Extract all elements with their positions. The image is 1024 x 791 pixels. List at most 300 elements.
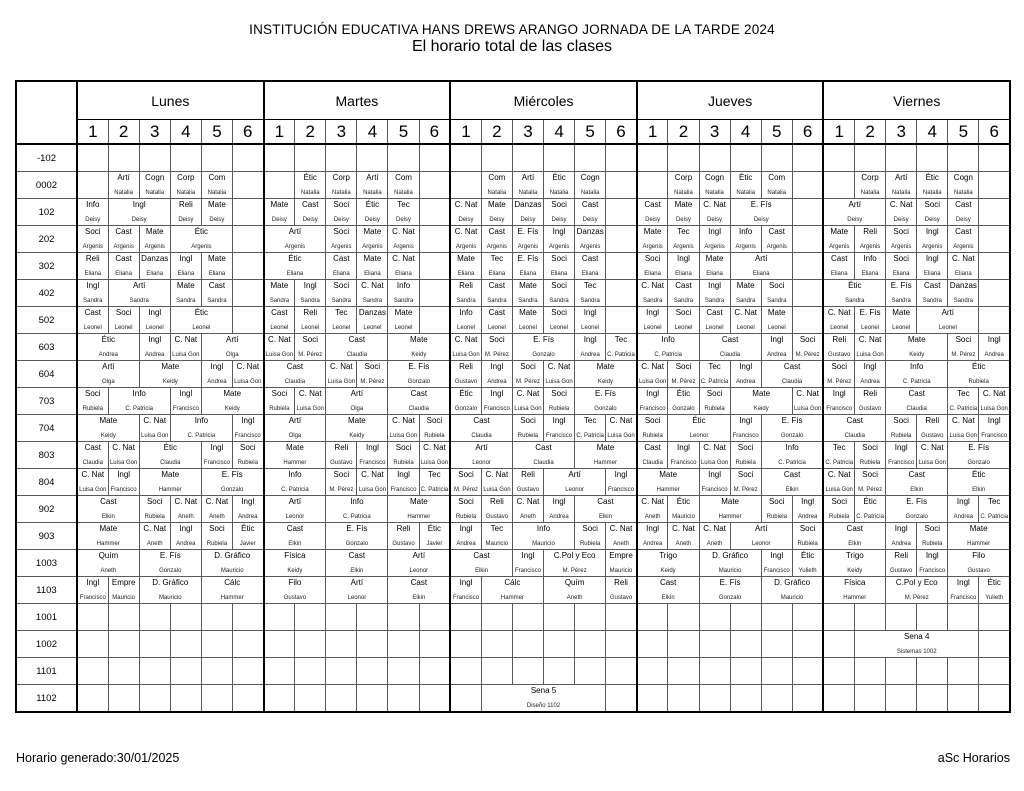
empty-cell — [730, 144, 761, 172]
teacher-label: Elkin — [350, 568, 364, 574]
empty-cell — [357, 144, 388, 172]
subject-label: Cast — [955, 227, 972, 236]
teacher-label: Leonel — [394, 325, 413, 331]
subject-label: Artí — [366, 173, 379, 182]
cell-content — [140, 523, 170, 549]
empty-cell — [699, 604, 730, 631]
empty-cell — [512, 604, 543, 631]
period-header: 2 — [295, 120, 326, 145]
class-cell — [419, 469, 450, 496]
cell-content — [793, 550, 823, 576]
subject-label: Filo — [288, 578, 302, 587]
teacher-label: Mauricio — [718, 568, 742, 574]
cell-content — [140, 172, 170, 198]
class-cell — [699, 388, 730, 415]
cell-content — [295, 388, 325, 414]
class-cell — [357, 361, 388, 388]
subject-label: Tec — [614, 335, 628, 344]
subject-label: C. Nat — [920, 443, 944, 452]
subject-label: Soci — [115, 308, 132, 317]
subject-label: Étic — [848, 281, 862, 290]
cell-content — [388, 253, 418, 279]
subject-label: Com — [208, 173, 226, 182]
subject-label: Étic — [863, 497, 877, 506]
teacher-label: Leonel — [861, 325, 880, 331]
teacher-label: Argenis — [829, 244, 850, 250]
teacher-label: Francisco — [732, 433, 759, 439]
subject-label: Cast — [271, 308, 288, 317]
class-cell — [637, 442, 668, 469]
teacher-label: Argenis — [284, 244, 306, 250]
teacher-label: Andrea — [797, 514, 818, 520]
teacher-label: Natalia — [580, 190, 600, 196]
empty-cell — [544, 658, 575, 685]
teacher-label: Rubiela — [859, 460, 881, 466]
subject-label: Étic — [194, 227, 209, 236]
subject-label: Étic — [738, 173, 753, 182]
subject-label: Mate — [596, 443, 615, 452]
subject-label: D. Gráfico — [712, 551, 749, 560]
empty-cell — [295, 144, 326, 172]
day-header-jueves: Jueves — [637, 81, 824, 120]
subject-label: Danzas — [358, 308, 386, 317]
cell-content — [513, 280, 543, 306]
class-cell — [637, 388, 668, 415]
teacher-label: Hammer — [593, 460, 617, 466]
subject-label: Trigo — [659, 551, 678, 560]
cell-content — [482, 253, 512, 279]
subject-label: C. Nat — [609, 416, 633, 425]
empty-cell — [606, 226, 637, 253]
subject-label: Corp — [674, 173, 693, 182]
empty-cell — [170, 631, 201, 658]
subject-label: Reli — [614, 578, 628, 587]
teacher-label: Rubiela — [237, 460, 258, 466]
cell-content — [202, 577, 263, 603]
class-cell — [201, 199, 232, 226]
cell-content — [171, 280, 201, 306]
empty-cell — [481, 658, 512, 685]
cell-content — [171, 523, 201, 549]
subject-label: Info — [910, 362, 924, 371]
cell-content — [917, 523, 947, 549]
cell-content — [451, 388, 481, 414]
subject-label: Artí — [412, 551, 426, 560]
subject-label: Soci — [551, 389, 567, 398]
class-cell — [357, 199, 388, 226]
teacher-label: C. Patricia — [420, 487, 449, 493]
teacher-label: Claudia — [160, 460, 181, 466]
empty-cell — [419, 307, 450, 334]
class-cell — [606, 577, 637, 604]
class-cell — [481, 523, 512, 550]
cell-content — [575, 199, 605, 225]
cell-content — [855, 307, 885, 333]
cell-content — [513, 415, 543, 441]
subject-label: Info — [132, 389, 146, 398]
teacher-label: Deisy — [753, 217, 769, 223]
teacher-label: Deisy — [396, 217, 412, 223]
class-cell — [77, 253, 108, 280]
subject-label: Cast — [410, 389, 428, 398]
subject-label: E. Fís — [517, 254, 539, 263]
teacher-label: Francisco — [453, 595, 480, 601]
class-cell — [326, 334, 388, 361]
class-cell — [637, 226, 668, 253]
cell-content — [513, 172, 543, 198]
subject-label: Cast — [488, 308, 506, 317]
class-cell — [264, 334, 295, 361]
teacher-label: Hammer — [843, 595, 867, 601]
empty-cell — [730, 685, 761, 713]
teacher-label: Luisa Gon — [607, 433, 635, 439]
teacher-label: Natalia — [860, 190, 880, 196]
class-cell — [855, 469, 886, 496]
period-header: 4 — [357, 120, 388, 145]
subject-label: Soci — [395, 443, 412, 452]
class-cell — [855, 226, 886, 253]
empty-cell — [326, 604, 357, 631]
class-cell — [730, 523, 792, 550]
class-cell — [357, 280, 388, 307]
subject-label: Soci — [426, 416, 443, 425]
class-cell — [855, 334, 886, 361]
subject-label: Info — [661, 335, 675, 344]
class-cell — [139, 550, 201, 577]
teacher-label: Sandra — [549, 298, 569, 304]
cell-content — [109, 172, 139, 198]
subject-label: Mate — [161, 362, 180, 371]
empty-cell — [886, 685, 917, 713]
teacher-label: Gonzalo — [221, 487, 244, 493]
cell-content — [668, 172, 698, 198]
teacher-label: Natalia — [176, 190, 196, 196]
class-cell — [264, 388, 295, 415]
class-cell — [77, 361, 139, 388]
class-cell — [326, 415, 388, 442]
cell-content — [824, 199, 885, 225]
subject-label: D. Gráfico — [774, 578, 811, 587]
class-cell — [232, 496, 263, 523]
class-cell — [295, 388, 326, 415]
cell-content — [917, 442, 947, 468]
cell-content — [451, 199, 481, 225]
cell-content — [606, 523, 636, 549]
cell-content — [855, 361, 885, 387]
cell-content — [357, 307, 387, 333]
class-cell — [201, 172, 232, 199]
class-group-label: 202 — [16, 226, 77, 253]
teacher-label: Rubiela — [548, 406, 570, 412]
cell-content — [326, 253, 356, 279]
cell-content — [265, 550, 326, 576]
empty-cell — [419, 604, 450, 631]
class-cell — [792, 550, 823, 577]
class-cell — [108, 226, 139, 253]
empty-cell — [326, 685, 357, 713]
cell-content — [171, 415, 232, 441]
teacher-label: Yulieth — [985, 595, 1004, 601]
teacher-label: Luisa Gon — [825, 487, 853, 493]
teacher-label: Sandra — [207, 298, 227, 304]
empty-cell — [232, 226, 263, 253]
subject-label: Artí — [568, 470, 581, 479]
teacher-label: Andrea — [984, 352, 1004, 358]
teacher-label: M. Pérez — [562, 568, 587, 574]
class-cell — [637, 361, 668, 388]
subject-label: Artí — [132, 281, 146, 290]
subject-label: C. Nat — [516, 497, 540, 506]
teacher-label: Francisco — [514, 568, 541, 574]
class-cell — [108, 253, 139, 280]
teacher-label: Leonor — [472, 460, 491, 466]
class-cell — [792, 334, 823, 361]
period-header: 3 — [512, 120, 543, 145]
class-cell — [668, 226, 699, 253]
teacher-label: Natalia — [736, 190, 755, 196]
subject-label: Mate — [907, 335, 926, 344]
table-row — [16, 226, 1010, 253]
empty-cell — [792, 658, 823, 685]
corner-cell — [16, 81, 77, 144]
cell-content — [575, 523, 605, 549]
subject-label: Étic — [692, 416, 706, 425]
subject-label: C. Nat — [952, 254, 975, 263]
teacher-label: Rubiela — [144, 514, 165, 520]
cell-content — [78, 496, 139, 522]
class-cell — [823, 226, 854, 253]
teacher-label: C. Patricia — [949, 406, 978, 412]
subject-label: Soci — [333, 227, 350, 236]
cell-content — [451, 334, 481, 360]
subject-label: Ingl — [459, 524, 473, 533]
empty-cell — [295, 658, 326, 685]
teacher-label: Keidy — [287, 568, 303, 574]
teacher-label: Javier — [426, 541, 443, 547]
subject-label: Soci — [333, 200, 350, 209]
cell-content — [265, 361, 326, 387]
class-cell — [668, 199, 699, 226]
class-cell — [699, 361, 730, 388]
subject-label: Étic — [101, 335, 116, 344]
teacher-label: Luisa Gon — [358, 487, 387, 493]
class-group-label: 1001 — [16, 604, 77, 631]
cell-content — [824, 496, 854, 522]
teacher-label: Olga — [225, 352, 239, 358]
period-header: 3 — [699, 120, 730, 145]
subject-label: Cast — [208, 281, 226, 290]
subject-label: Mate — [969, 524, 988, 533]
cell-content — [979, 334, 1009, 360]
teacher-label: Rubiela — [766, 514, 787, 520]
subject-label: Ingl — [925, 254, 939, 263]
teacher-label: Eliana — [84, 271, 102, 277]
class-cell — [730, 199, 792, 226]
cell-content — [793, 523, 823, 549]
cell-content — [295, 199, 325, 225]
cell-content — [233, 361, 263, 387]
period-header: 2 — [481, 120, 512, 145]
period-header: 6 — [979, 120, 1010, 145]
subject-label: Soci — [831, 362, 848, 371]
teacher-label: Sistemas 1002 — [896, 649, 937, 655]
cell-content — [668, 496, 698, 522]
class-cell — [917, 442, 948, 469]
empty-cell — [606, 172, 637, 199]
class-cell — [544, 496, 575, 523]
cell-content — [948, 226, 978, 252]
teacher-label: Claudia — [533, 460, 554, 466]
subject-label: Cast — [488, 281, 506, 290]
empty-cell — [730, 604, 761, 631]
empty-cell — [948, 685, 979, 713]
empty-cell — [544, 144, 575, 172]
class-cell — [232, 361, 263, 388]
class-cell — [886, 253, 917, 280]
cell-content — [202, 469, 263, 495]
teacher-label: Eliana — [488, 271, 506, 277]
class-cell — [823, 469, 854, 496]
cell-content — [824, 361, 854, 387]
cell-content — [388, 334, 449, 360]
teacher-label: Argenis — [579, 244, 601, 250]
teacher-label: Natalia — [674, 190, 693, 196]
empty-cell — [886, 144, 917, 172]
cell-content — [917, 550, 947, 576]
empty-cell — [77, 172, 108, 199]
period-header: 1 — [637, 120, 668, 145]
table-row — [16, 469, 1010, 496]
cell-content — [171, 172, 201, 198]
cell-content — [420, 442, 450, 468]
cell-content — [668, 523, 698, 549]
cell-content — [544, 496, 574, 522]
cell-content — [638, 550, 699, 576]
subject-label: Ingl — [956, 578, 970, 587]
cell-content — [202, 496, 232, 522]
teacher-label: Andrea — [98, 352, 119, 358]
cell-content — [78, 577, 108, 603]
teacher-label: Leonor — [751, 541, 771, 547]
cell-content — [420, 415, 450, 441]
teacher-label: Francisco — [950, 595, 977, 601]
subject-label: C. Nat — [392, 416, 415, 425]
class-cell — [886, 199, 917, 226]
teacher-label: Elkin — [972, 487, 986, 493]
teacher-label: Gustavo — [828, 352, 851, 358]
teacher-label: Leonel — [938, 325, 957, 331]
teacher-label: C. Patricia — [187, 433, 216, 439]
cell-content — [948, 415, 978, 441]
empty-cell — [544, 604, 575, 631]
cell-content — [295, 334, 325, 360]
subject-label: Étic — [552, 173, 566, 182]
cell-content — [886, 226, 916, 252]
class-cell — [855, 307, 886, 334]
cell-content — [762, 550, 792, 576]
subject-label: C. Nat — [547, 362, 571, 371]
class-cell — [481, 577, 543, 604]
period-header: 4 — [730, 120, 761, 145]
subject-label: Mate — [752, 389, 771, 398]
class-cell — [77, 577, 108, 604]
class-cell — [170, 523, 201, 550]
subject-label: Soci — [458, 470, 474, 479]
subject-label: Corp — [177, 173, 195, 182]
teacher-label: Leonel — [736, 325, 755, 331]
subject-label: Ingl — [646, 308, 660, 317]
cell-content — [233, 496, 263, 522]
table-row — [16, 685, 1010, 713]
subject-label: C.Pol y Eco — [553, 551, 596, 560]
subject-label: Cast — [348, 335, 366, 344]
subject-label: Ingl — [708, 227, 722, 236]
class-cell — [823, 253, 854, 280]
subject-label: Cast — [768, 227, 785, 236]
cell-content — [513, 253, 543, 279]
class-cell — [948, 280, 979, 307]
class-cell — [201, 550, 263, 577]
teacher-label: Deisy — [675, 217, 691, 223]
subject-label: Reli — [178, 200, 193, 209]
cell-content — [824, 280, 885, 306]
empty-cell — [979, 199, 1010, 226]
cell-content — [606, 334, 636, 360]
empty-cell — [792, 144, 823, 172]
teacher-label: Rubiela — [642, 433, 663, 439]
teacher-label: Andrea — [238, 514, 258, 520]
class-cell — [886, 442, 917, 469]
class-cell — [730, 388, 792, 415]
teacher-label: Gustavo — [283, 595, 307, 601]
subject-label: Ingl — [925, 227, 939, 236]
cell-content — [824, 226, 854, 252]
class-cell — [761, 415, 823, 442]
teacher-label: Aneth — [566, 595, 583, 601]
empty-cell — [979, 253, 1010, 280]
teacher-label: Claudia — [844, 433, 865, 439]
cell-content — [140, 442, 201, 468]
class-cell — [948, 226, 979, 253]
cell-content — [202, 253, 232, 279]
cell-content — [140, 496, 170, 522]
subject-label: Reli — [832, 335, 847, 344]
class-group-label: 0002 — [16, 172, 77, 199]
subject-label: Ingl — [583, 335, 597, 344]
teacher-label: Elkin — [661, 595, 675, 601]
empty-cell — [450, 144, 481, 172]
teacher-label: Hammer — [407, 514, 431, 520]
teacher-label: C. Patricia — [125, 406, 154, 412]
class-cell — [699, 307, 730, 334]
class-cell — [761, 442, 823, 469]
class-cell — [637, 253, 668, 280]
empty-cell — [668, 685, 699, 713]
subject-label: C. Nat — [298, 389, 322, 398]
subject-label: Tec — [987, 497, 1001, 506]
cell-content — [544, 388, 574, 414]
teacher-label: C. Patricia — [700, 379, 729, 385]
period-header: 6 — [232, 120, 263, 145]
cell-content — [886, 550, 916, 576]
cell-content — [513, 388, 543, 414]
teacher-label: Deisy — [707, 217, 723, 223]
teacher-label: Hammer — [500, 595, 524, 601]
subject-label: Soci — [706, 389, 723, 398]
subject-label: Soci — [85, 389, 101, 398]
subject-label: Reli — [396, 524, 411, 533]
class-cell — [201, 496, 232, 523]
